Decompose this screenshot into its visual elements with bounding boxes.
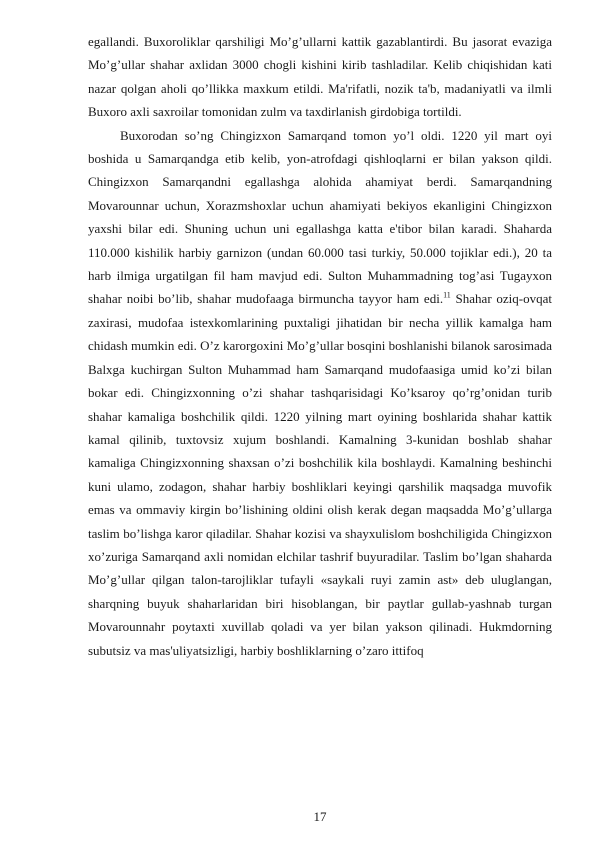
paragraph-2	[88, 124, 552, 662]
paragraph-1: egallandi. Buxoroliklar qarshiligi Mo’g’ullarni kattik gazablantirdi. Bu jasorat evaziga Mo’g’ullar shahar axlidan 3000 chogli kishini kirib tashladilar. Kelib chiqishidan kati nazar qolgan aholi qo’llikka maxkum etildi. Ma'rifatli, nozik ta'b, madaniyatli va ilmli Buxoro axli saxroilar tomonidan zulm va taxdirlanish girdobiga tortildi.	[88, 34, 552, 120]
footnote-reference[interactable]: 11	[443, 291, 451, 301]
body-text	[88, 30, 552, 662]
paragraph-2-text-before: Buxorodan so’ng Chingizxon Samarqand tomon yo’l oldi. 1220 yil mart oyi boshida u Samarqandga etib kelib, yon-atrofdagi qishloqlarni er bilan yakson qildi. Chingizxon Samarqandni egallashga alohida ahamiyat berdi. Samarqandning Movarounnar uchun, Xorazmshoxlar uchun ahamiyati bekiyos ekanligini Chingizxon yaxshi bilar edi. Shuning uchun uni egallashga katta e'tibor bilan karadi. Shaharda 110.000 kishilik harbiy garnizon (undan 60.000 tasi turkiy, 50.000 tojiklar edi.), 20 ta harb ilmiga urgatilgan fil ham mavjud edi. Sulton Muhammadning tog’asi Tugayxon shahar noibi bo’lib, shahar mudofaaga birmuncha tayyor ham edi.	[88, 127, 552, 307]
page-number: 17	[313, 809, 327, 824]
paragraph-2-text-after: Shahar oziq-ovqat zaxirasi, mudofaa istexkomlarining puxtaligi jihatidan bir necha yillik kamalga ham chidash mumkin edi. O’z karorgoxini Mo’g’ullar bosqini boshlanishi bilanok sarosimada Balxga kuchirgan Sulton Muhammad ham Samarqand mudofaasiga umid ko’zi bilan bokar edi. Chingizxonning o’zi shahar tashqarisidagi Ko’ksaroy qo’rg’onidan turib shahar kamaliga boshchilik qildi. 1220 yilning mart oyining boshlarida shahar kattik kamal qilinib, tuxtovsiz xujum boshlandi. Kamalning 3-kunidan boshlab shahar kamaliga Chingizxonning shaxsan o’zi boshchilik kila boshlaydi. Kamalning beshinchi kuni ulamo, zodagon, shahar harbiy boshliklari keyingi qarshilik maqsadga muvofik emas va ommaviy kirgin bo’lishining oldini olish kerak degan maqsadda Mo’g’ullarga taslim bo’lishga karor qiladilar. Shahar kozisi va shayxulislom boshchiligida Chingizxon xo’zuriga Samarqand axli nomidan elchilar tashrif buyuradilar. Taslim bo’lgan shaharda Mo’g’ullar qilgan talon-tarojliklar tufayli «saykali ruyi zamin ast» deb uluglangan, sharqning buyuk shaharlaridan biri hisoblangan, bir paytlar gullab-yashnab turgan Movarounnahr poytaxti xuvillab qoladi va yer bilan yakson qilinadi. Hukmdorning subutsiz va mas'uliyatsizligi, harbiy boshliklarning o’zaro ittifoq	[88, 291, 553, 658]
